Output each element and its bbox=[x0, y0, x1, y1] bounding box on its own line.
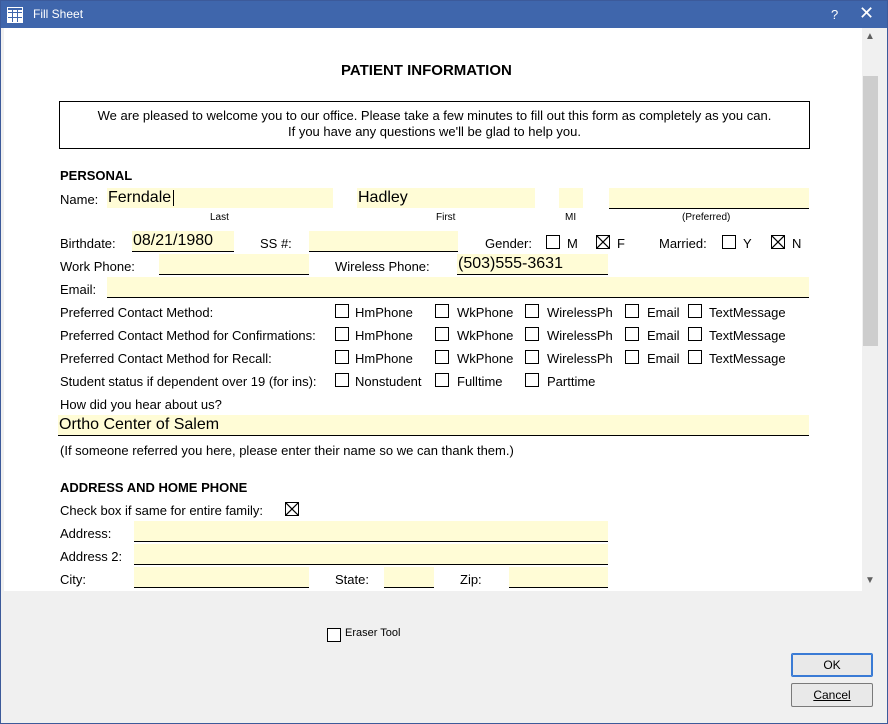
pref-confirm-label: Preferred Contact Method for Confirmations: bbox=[60, 328, 316, 343]
ok-button[interactable]: OK bbox=[791, 653, 873, 677]
address2-label: Address 2: bbox=[60, 549, 123, 564]
last-name-field[interactable]: Ferndale bbox=[107, 188, 333, 208]
check-x-icon bbox=[772, 236, 784, 248]
contact-wkphone-label: WkPhone bbox=[457, 305, 514, 320]
help-button[interactable]: ? bbox=[831, 7, 839, 22]
contact-email-checkbox[interactable] bbox=[625, 304, 639, 318]
birthdate-field[interactable]: 08/21/1980 bbox=[132, 231, 234, 252]
welcome-line-1: We are pleased to welcome you to our office. Please take a few minutes to fill out this form as completely as you can. bbox=[97, 108, 772, 123]
referral-note: (If someone referred you here, please enter their name so we can thank them.) bbox=[60, 443, 514, 458]
student-nonstudent-checkbox[interactable] bbox=[335, 373, 349, 387]
eraser-tool-checkbox[interactable] bbox=[327, 628, 341, 642]
eraser-tool-label: Eraser Tool bbox=[345, 627, 401, 639]
confirm-email-checkbox[interactable] bbox=[625, 327, 639, 341]
confirm-email-label: Email bbox=[647, 328, 680, 343]
welcome-line-2: If you have any questions we'll be glad to help you. bbox=[287, 124, 581, 139]
close-button[interactable]: ✕ bbox=[859, 3, 875, 23]
confirm-wirelessph-checkbox[interactable] bbox=[525, 327, 539, 341]
confirm-wkphone-label: WkPhone bbox=[457, 328, 514, 343]
pref-recall-label: Preferred Contact Method for Recall: bbox=[60, 351, 272, 366]
address-label: Address: bbox=[60, 526, 112, 541]
recall-email-label: Email bbox=[647, 351, 680, 366]
mi-caption: MI bbox=[565, 212, 577, 223]
scroll-up-icon[interactable]: ▲ bbox=[865, 31, 875, 42]
city-label: City: bbox=[60, 572, 86, 587]
personal-header: PERSONAL bbox=[60, 168, 133, 183]
scroll-thumb[interactable] bbox=[863, 76, 878, 346]
email-field[interactable] bbox=[107, 277, 809, 298]
recall-hmphone-checkbox[interactable] bbox=[335, 350, 349, 364]
recall-wkphone-label: WkPhone bbox=[457, 351, 514, 366]
married-label: Married: bbox=[659, 236, 707, 251]
student-parttime-checkbox[interactable] bbox=[525, 373, 539, 387]
confirm-textmessage-checkbox[interactable] bbox=[688, 327, 702, 341]
check-x-icon bbox=[597, 236, 609, 248]
app-grid-icon bbox=[7, 7, 23, 23]
same-family-checkbox[interactable] bbox=[285, 502, 299, 516]
contact-wkphone-checkbox[interactable] bbox=[435, 304, 449, 318]
sheet-canvas bbox=[4, 28, 862, 591]
hear-about-label: How did you hear about us? bbox=[60, 397, 222, 412]
confirm-textmessage-label: TextMessage bbox=[709, 328, 786, 343]
recall-email-checkbox[interactable] bbox=[625, 350, 639, 364]
contact-wirelessph-label: WirelessPh bbox=[547, 305, 613, 320]
scroll-down-icon[interactable]: ▼ bbox=[865, 575, 875, 586]
married-y-checkbox[interactable] bbox=[722, 235, 736, 249]
address-header: ADDRESS AND HOME PHONE bbox=[60, 480, 248, 495]
address-field[interactable] bbox=[134, 521, 608, 542]
window-title: Fill Sheet bbox=[33, 7, 84, 21]
check-x-icon bbox=[286, 503, 298, 515]
zip-field[interactable] bbox=[509, 567, 608, 588]
contact-wirelessph-checkbox[interactable] bbox=[525, 304, 539, 318]
contact-textmessage-label: TextMessage bbox=[709, 305, 786, 320]
student-nonstudent-label: Nonstudent bbox=[355, 374, 422, 389]
state-label: State: bbox=[335, 572, 369, 587]
vertical-scrollbar[interactable] bbox=[862, 28, 879, 591]
married-n-checkbox[interactable] bbox=[771, 235, 785, 249]
preferred-caption: (Preferred) bbox=[682, 212, 731, 223]
confirm-hmphone-label: HmPhone bbox=[355, 328, 413, 343]
confirm-wirelessph-label: WirelessPh bbox=[547, 328, 613, 343]
ssn-field[interactable] bbox=[309, 231, 458, 252]
student-parttime-label: Parttime bbox=[547, 374, 596, 389]
zip-label: Zip: bbox=[460, 572, 482, 587]
student-fulltime-label: Fulltime bbox=[457, 374, 503, 389]
wireless-phone-field[interactable]: (503)555-3631 bbox=[457, 254, 608, 275]
preferred-name-field[interactable] bbox=[609, 188, 809, 209]
title-bar bbox=[1, 1, 887, 28]
recall-wirelessph-checkbox[interactable] bbox=[525, 350, 539, 364]
first-name-field[interactable]: Hadley bbox=[357, 188, 535, 208]
gender-m-label: M bbox=[567, 236, 578, 251]
student-status-label: Student status if dependent over 19 (for ins): bbox=[60, 374, 317, 389]
contact-textmessage-checkbox[interactable] bbox=[688, 304, 702, 318]
recall-wkphone-checkbox[interactable] bbox=[435, 350, 449, 364]
email-label: Email: bbox=[60, 282, 97, 297]
gender-m-checkbox[interactable] bbox=[546, 235, 560, 249]
address2-field[interactable] bbox=[134, 544, 608, 565]
hear-about-field[interactable]: Ortho Center of Salem bbox=[58, 415, 809, 436]
student-fulltime-checkbox[interactable] bbox=[435, 373, 449, 387]
work-phone-field[interactable] bbox=[159, 254, 309, 275]
gender-label: Gender: bbox=[485, 236, 532, 251]
recall-textmessage-checkbox[interactable] bbox=[688, 350, 702, 364]
recall-hmphone-label: HmPhone bbox=[355, 351, 413, 366]
recall-wirelessph-label: WirelessPh bbox=[547, 351, 613, 366]
first-caption: First bbox=[436, 212, 456, 223]
same-family-label: Check box if same for entire family: bbox=[60, 503, 264, 518]
city-field[interactable] bbox=[134, 567, 309, 588]
wireless-phone-label: Wireless Phone: bbox=[335, 259, 430, 274]
contact-email-label: Email bbox=[647, 305, 680, 320]
contact-hmphone-checkbox[interactable] bbox=[335, 304, 349, 318]
gender-f-label: F bbox=[617, 236, 625, 251]
married-y-label: Y bbox=[743, 236, 752, 251]
last-caption: Last bbox=[210, 212, 229, 223]
state-field[interactable] bbox=[384, 567, 434, 588]
page-title: PATIENT INFORMATION bbox=[341, 62, 512, 79]
contact-hmphone-label: HmPhone bbox=[355, 305, 413, 320]
ssn-label: SS #: bbox=[260, 236, 292, 251]
mi-field[interactable] bbox=[559, 188, 583, 208]
gender-f-checkbox[interactable] bbox=[596, 235, 610, 249]
confirm-wkphone-checkbox[interactable] bbox=[435, 327, 449, 341]
married-n-label: N bbox=[792, 236, 802, 251]
work-phone-label: Work Phone: bbox=[60, 259, 135, 274]
birthdate-label: Birthdate: bbox=[60, 236, 116, 251]
cancel-button[interactable]: Cancel bbox=[791, 683, 873, 707]
name-label: Name: bbox=[60, 192, 99, 207]
recall-textmessage-label: TextMessage bbox=[709, 351, 786, 366]
confirm-hmphone-checkbox[interactable] bbox=[335, 327, 349, 341]
pref-contact-label: Preferred Contact Method: bbox=[60, 305, 214, 320]
welcome-box bbox=[59, 101, 810, 149]
